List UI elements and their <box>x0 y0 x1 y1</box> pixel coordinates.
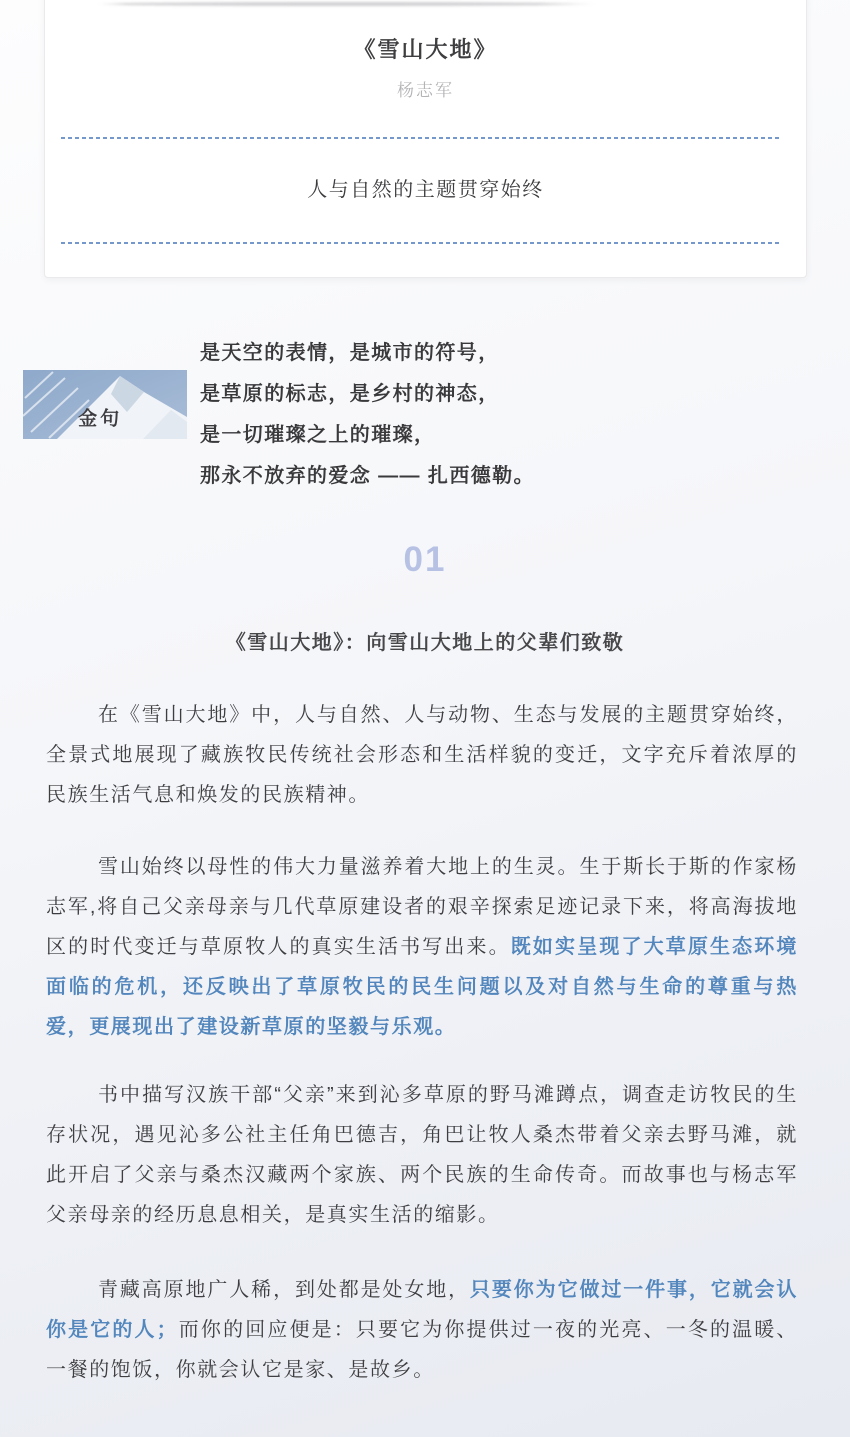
book-tagline: 人与自然的主题贯穿始终 <box>307 179 544 201</box>
snow-mountain-image <box>23 370 187 439</box>
quote-line: 是一切璀璨之上的璀璨， <box>200 424 436 446</box>
golden-quote-text <box>200 333 535 497</box>
cropped-image-shadow <box>96 2 598 6</box>
body-text: 青藏高原地广人稀，到处都是处女地， <box>98 1279 471 1301</box>
quote-line: 是天空的表情，是城市的符号， <box>200 342 500 364</box>
quote-line: 那永不放弃的爱念 —— 扎西德勒。 <box>200 465 535 487</box>
dashed-divider <box>61 137 781 139</box>
header-card <box>44 0 807 278</box>
paragraph <box>46 1270 798 1390</box>
book-author: 杨志军 <box>397 81 454 100</box>
body-text: 而你的回应便是：只要它为你提供过一夜的光亮、一冬的温暖、一餐的饱饭，你就会认它是家、是故乡。 <box>46 1319 798 1381</box>
paragraph <box>46 1075 798 1235</box>
body-text: 书中描写汉族干部“父亲”来到沁多草原的野马滩蹲点，调查走访牧民的生存状况，遇见沁多公社主任角巴德吉，角巴让牧人桑杰带着父亲去野马滩，就此开启了父亲与桑杰汉藏两个家族、两个民族的生命传奇。而故事也与杨志军父亲母亲的经历息息相关，是真实生活的缩影。 <box>46 1084 798 1226</box>
quote-line: 是草原的标志，是乡村的神态， <box>200 383 500 405</box>
golden-quote-label: 金句 <box>78 408 123 430</box>
dashed-divider <box>61 242 781 244</box>
body-text: 雪山始终以母性的伟大力量滋养着大地上的生灵。生于斯长于斯的作家杨志军,将自己父亲母亲与几代草原建设者的艰辛探索足迹记录下来，将高海拔地区的时代变迁与草原牧人的真实生活书写出来。 <box>46 856 798 958</box>
accent-text: 只要你为它做过一件事，它就会认你是它的人； <box>46 1279 799 1341</box>
body-text: 在《雪山大地》中，人与自然、人与动物、生态与发展的主题贯穿始终，全景式地展现了藏族牧民传统社会形态和生活样貌的变迁，文字充斥着浓厚的民族生活气息和焕发的民族精神。 <box>46 704 798 806</box>
accent-text: 既如实呈现了大草原生态环境面临的危机，还反映出了草原牧民的民生问题以及对自然与生命的尊重与热爱，更展现出了建设新草原的坚毅与乐观。 <box>46 936 798 1038</box>
paragraph <box>46 847 798 1047</box>
paragraph <box>46 695 798 815</box>
book-title: 《雪山大地》 <box>353 37 498 62</box>
section-title: 《雪山大地》：向雪山大地上的父辈们致敬 <box>225 632 625 654</box>
section-number: 01 <box>403 540 447 579</box>
